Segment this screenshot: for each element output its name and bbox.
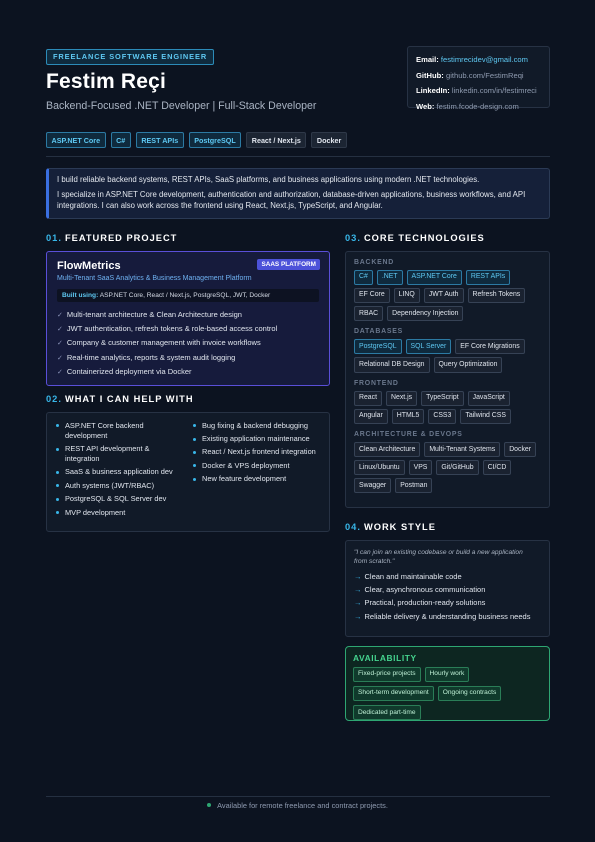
right-column xyxy=(345,233,550,721)
skill-tag: REST APIs xyxy=(136,132,184,148)
candidate-name: Festim Reçi xyxy=(46,69,167,93)
tech-group-title: DATABASES xyxy=(354,328,404,336)
status-dot-icon xyxy=(207,803,211,807)
skill-tag: Docker xyxy=(311,132,346,148)
work-item: → Reliable delivery & understanding business needs xyxy=(354,611,531,621)
work-item: → Practical, production-ready solutions xyxy=(354,598,486,608)
tech-chip: Multi-Tenant Systems xyxy=(424,442,500,457)
tech-chip: C# xyxy=(354,270,373,285)
work-item: → Clear, asynchronous communication xyxy=(354,585,486,595)
project-name: FlowMetrics xyxy=(57,259,121,272)
tech-chip: Docker xyxy=(504,442,536,457)
summary-paragraph: I specialize in ASP.NET Core development, authentication and authorization, database-driven applications, business workflows, and API integrations. I can also work across the frontend using React, Next.js, TypeScript, and Angular. xyxy=(57,190,526,211)
divider xyxy=(46,156,550,157)
service-item: Bug fixing & backend debugging xyxy=(192,421,321,431)
check-icon: ✓ xyxy=(57,311,63,319)
left-column xyxy=(46,233,330,721)
availability-card xyxy=(345,646,550,721)
work-item: → Clean and maintainable code xyxy=(354,571,462,581)
arrow-icon: → xyxy=(354,598,362,608)
skill-tag: React / Next.js xyxy=(246,132,306,148)
tech-chips xyxy=(354,339,541,372)
contact-web: Web: festim.fcode-design.com xyxy=(416,101,519,111)
check-icon: ✓ xyxy=(57,369,63,377)
role-badge: FREELANCE SOFTWARE ENGINEER xyxy=(46,49,214,65)
summary-paragraph: I build reliable backend systems, REST APIs, SaaS platforms, and business applications using modern .NET technologies. xyxy=(57,175,480,184)
project-subtitle: Multi-Tenant SaaS Analytics & Business Management Platform xyxy=(57,274,252,282)
section-title-help: 02. WHAT I CAN HELP WITH xyxy=(46,393,194,404)
footer-text: Available for remote freelance and contract projects. xyxy=(217,801,388,810)
arrow-icon: → xyxy=(354,571,362,581)
project-bullet: ✓ Company & customer management with invoice workflows xyxy=(57,338,261,348)
project-bullets xyxy=(57,308,319,380)
tech-chip: Linux/Ubuntu xyxy=(354,460,405,475)
service-item: PostgreSQL & SQL Server dev xyxy=(55,494,184,504)
contact-linkedin: LinkedIn: linkedin.com/in/festimreci xyxy=(416,86,537,95)
section-title-tech: 03. CORE TECHNOLOGIES xyxy=(345,232,485,243)
resume-page xyxy=(46,46,550,721)
project-card xyxy=(46,251,330,386)
check-icon: ✓ xyxy=(57,326,63,334)
footer-divider xyxy=(46,796,550,797)
availability-chip: Hourly work xyxy=(425,667,470,682)
service-item: ASP.NET Core backend development xyxy=(55,421,184,441)
github-link[interactable]: github.com/FestimReqi xyxy=(445,70,524,80)
service-item: Docker & VPS deployment xyxy=(192,461,321,471)
project-bullet: ✓ Multi-tenant architecture & Clean Architecture design xyxy=(57,309,242,319)
email-link[interactable]: festimrecidev@gmail.com xyxy=(440,55,528,64)
service-item: React / Next.js frontend integration xyxy=(192,447,321,457)
contact-github: GitHub: github.com/FestimReqi xyxy=(416,70,524,80)
service-item: New feature development xyxy=(192,474,321,484)
tech-chip: HTML5 xyxy=(392,409,425,424)
service-item: REST API development & integration xyxy=(55,444,184,464)
tech-group-title: ARCHITECTURE & DEVOPS xyxy=(354,430,463,438)
work-quote: "I can join an existing codebase or build a new application from scratch." xyxy=(354,548,523,565)
tech-group-title: FRONTEND xyxy=(354,379,399,387)
tech-chips xyxy=(354,270,541,322)
tech-chip: REST APIs xyxy=(466,270,510,285)
tech-chip: Postman xyxy=(395,478,432,493)
tech-chips xyxy=(354,442,541,494)
availability-chip: Short-term development xyxy=(353,686,434,701)
help-card xyxy=(46,412,330,532)
service-item: Existing application maintenance xyxy=(192,434,321,444)
tech-chip: TypeScript xyxy=(421,391,464,406)
skill-tag: C# xyxy=(111,132,131,148)
linkedin-link[interactable]: linkedin.com/in/festimreci xyxy=(451,86,537,95)
web-link[interactable]: festim.fcode-design.com xyxy=(436,101,519,111)
tech-chip: Swagger xyxy=(354,478,391,493)
tech-chip: CI/CD xyxy=(483,460,512,475)
tech-card xyxy=(345,251,550,508)
tech-chip: JavaScript xyxy=(468,391,510,406)
availability-chip: Ongoing contracts xyxy=(438,686,502,701)
tech-chip: Tailwind CSS xyxy=(460,409,511,424)
project-bullet: ✓ Real-time analytics, reports & system audit logging xyxy=(57,352,236,362)
tech-chip: Angular xyxy=(354,409,388,424)
service-item: MVP development xyxy=(55,508,184,518)
skill-tag: ASP.NET Core xyxy=(46,132,106,148)
check-icon: ✓ xyxy=(57,354,63,362)
tech-chip: Query Optimization xyxy=(434,357,503,372)
header xyxy=(46,46,550,132)
tech-chip: Git/GitHub xyxy=(436,460,478,475)
arrow-icon: → xyxy=(354,585,362,595)
help-list-right xyxy=(192,421,321,523)
tech-chip: PostgreSQL xyxy=(354,339,402,354)
tech-group-title: BACKEND xyxy=(354,258,395,266)
project-stack: Built using: ASP.NET Core, React / Next.js, PostgreSQL, JWT, Docker xyxy=(57,289,319,302)
tech-chip: JWT Auth xyxy=(424,288,464,303)
availability-chips xyxy=(353,667,542,721)
tech-chip: React xyxy=(354,391,382,406)
availability-chip: Dedicated part-time xyxy=(353,705,421,720)
footer xyxy=(0,801,595,810)
tech-chip: Relational DB Design xyxy=(354,357,430,372)
tech-chip: EF Core Migrations xyxy=(455,339,524,354)
service-item: Auth systems (JWT/RBAC) xyxy=(55,481,184,491)
project-bullet: ✓ Containerized deployment via Docker xyxy=(57,367,192,377)
tech-chip: Next.js xyxy=(386,391,417,406)
service-item: SaaS & business application dev xyxy=(55,467,184,477)
tech-chip: Dependency Injection xyxy=(387,306,463,321)
arrow-icon: → xyxy=(354,611,362,621)
tech-chip: ASP.NET Core xyxy=(407,270,462,285)
section-title-work: 04. WORK STYLE xyxy=(345,521,436,532)
skill-tag: PostgreSQL xyxy=(189,132,242,148)
contact-email: Email: festimrecidev@gmail.com xyxy=(416,55,528,64)
tech-chips xyxy=(354,391,541,424)
tech-chip: CSS3 xyxy=(428,409,456,424)
help-list-left xyxy=(55,421,184,523)
check-icon: ✓ xyxy=(57,340,63,348)
availability-title: AVAILABILITY xyxy=(353,652,417,663)
project-bullet: ✓ JWT authentication, refresh tokens & role-based access control xyxy=(57,324,278,334)
tech-chip: Clean Architecture xyxy=(354,442,420,457)
work-list xyxy=(354,570,541,624)
header-tags xyxy=(46,132,550,148)
contact-box xyxy=(407,46,550,111)
headline: Backend-Focused .NET Developer | Full-Stack Developer xyxy=(46,99,317,112)
tech-chip: LINQ xyxy=(394,288,420,303)
columns xyxy=(46,233,550,721)
section-title-featured: 01. FEATURED PROJECT xyxy=(46,232,178,243)
tech-chip: VPS xyxy=(409,460,433,475)
tech-chip: SQL Server xyxy=(406,339,452,354)
work-style-card xyxy=(345,540,550,637)
tech-chip: RBAC xyxy=(354,306,383,321)
availability-chip: Fixed-price projects xyxy=(353,667,421,682)
project-type-badge: SAAS PLATFORM xyxy=(257,259,320,270)
tech-chip: EF Core xyxy=(354,288,390,303)
tech-chip: .NET xyxy=(377,270,403,285)
tech-chip: Refresh Tokens xyxy=(468,288,526,303)
summary xyxy=(46,168,550,219)
